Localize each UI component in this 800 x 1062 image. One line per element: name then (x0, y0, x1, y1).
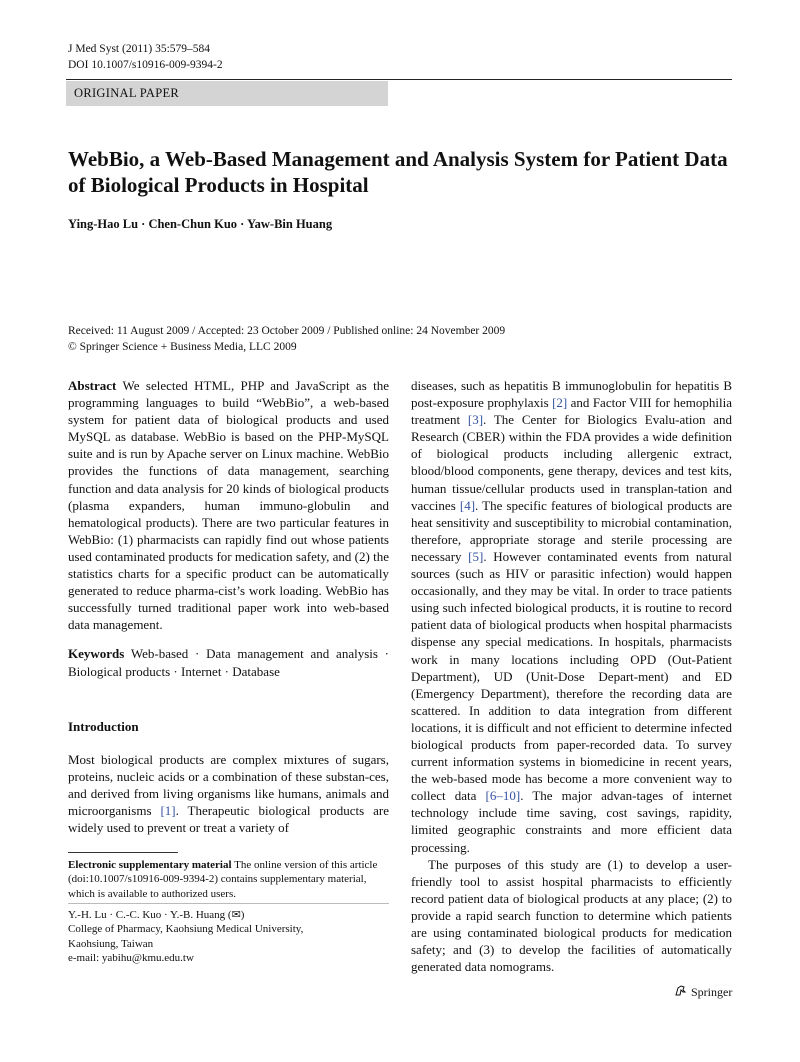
affiliation-names: Y.-H. Lu · C.-C. Kuo · Y.-B. Huang (✉) (68, 909, 245, 921)
supplementary-footnote (68, 858, 389, 901)
footnote-text: The online version of this article (doi:10.1007/s10916-009-9394-2) contains supplementary material, which is available to authorized users. (68, 859, 378, 900)
intro-paragraph-start (68, 751, 389, 836)
left-column (68, 377, 389, 836)
intro-text-g: . The major advan-tages of internet technology include time saving, cost savings, rapidity, limited geographic constraints and more efficient data processing. (411, 788, 732, 855)
article-type-label: ORIGINAL PAPER (74, 86, 180, 100)
journal-header (68, 41, 223, 73)
abstract (68, 377, 389, 633)
doi-line: DOI 10.1007/s10916-009-9394-2 (68, 59, 223, 71)
affiliation-email[interactable]: e-mail: yabihu@kmu.edu.tw (68, 952, 194, 965)
intro-text-c: and Factor VIII for hemophilia treatment (411, 395, 732, 428)
affiliation-line2: Kaohsiung, Taiwan (68, 937, 154, 950)
received-accepted-line: Received: 11 August 2009 / Accepted: 23 October 2009 / Published online: 24 November 2009 (68, 325, 506, 337)
springer-horse-icon (674, 984, 687, 1001)
affiliation-line1: College of Pharmacy, Kaohsiung Medical University, (68, 923, 304, 936)
intro-text-b-cont: diseases, such as hepatitis B immunoglobulin for hepatitis B post-exposure prophylaxis (411, 378, 732, 411)
abstract-text: We selected HTML, PHP and JavaScript as the programming languages to build “WebBio”, a web-based system for patient data of biological products and used MySQL as database. WebBio is based on the PHP-MySQL suite and is run by Apache server on Linux machine. WebBio provides the functions of data management, searching function and data analysis for 20 kinds of biological products (plasma expanders, human immuno-globulin and hematological products). There are two particular features in WebBio: (1) pharmacists can rapidly find out whose patients used contaminated products for medication safety, and (2) the statistics charts for a specific product can be automatically generated to reduce pharma-cist’s work loading. WebBio has successfully turned traditional paper work into web-based data management. (68, 378, 389, 633)
affiliation-block (68, 908, 303, 966)
citation-link[interactable]: [5] (468, 548, 484, 564)
intro-text-d: . The Center for Biologics Evalu-ation and Research (CBER) within the FDA provides a wide definition of biological products including allergenic extract, blood/blood components, gene therapy, devices and test kits, human tissue/cellular products used in transplan-tation and vaccines (411, 412, 732, 513)
footnote-label: Electronic supplementary material (68, 859, 232, 871)
abstract-label: Abstract (68, 378, 117, 393)
keywords-label: Keywords (68, 646, 125, 662)
journal-citation: J Med Syst (2011) 35:579–584 (68, 43, 211, 55)
paper-title: WebBio, a Web-Based Management and Analysis System for Patient Data of Biological Products in Hospital (68, 147, 728, 197)
intro-text-b: . Therapeutic biological products are widely used to prevent or treat a variety of (68, 802, 390, 836)
article-type-band (66, 81, 388, 106)
intro-paragraph-continued (411, 377, 732, 856)
intro-paragraph-2: The purposes of this study are (1) to develop a user-friendly tool to assist hospital pharmacists to efficiently record patient data of biological products at any place; (2) to provide a rapid search function to determine which patients are using contaminated biological products for medication safety; and (3) to develop the facilities of automatically generated data nomograms. (411, 856, 732, 975)
header-rule (66, 79, 732, 80)
publisher-logo (674, 984, 732, 1001)
citation-link[interactable]: [2] (552, 395, 568, 411)
affiliation-rule (68, 903, 389, 904)
intro-text-e: . The specific features of biological products are heat sensitivity and susceptibility to microbial contamination, therefore, appropriate storage and sterile processing are necessary (411, 497, 732, 564)
introduction-heading: Introduction (68, 718, 139, 734)
publisher-name: Springer (691, 985, 733, 999)
publication-dates (68, 323, 505, 355)
citation-link[interactable]: [1] (160, 802, 176, 818)
citation-link[interactable]: [4] (459, 497, 476, 513)
intro-text-a: Most biological products are complex mixtures of sugars, proteins, nucleic acids or a combination of these substan-ces, and derived from living organisms like humans, animals and microorganisms (68, 751, 389, 818)
copyright-line: © Springer Science + Business Media, LLC 2009 (68, 341, 297, 353)
intro-text-f: . However contaminated events from natural sources (such as HIV or parasitic infection) would happen occasionally, and they may be vital. In order to trace patients using such infected biological products, it is routine to record patient data of biological products when hospital pharmacists dispense any special medications. In hospitals, pharmacists work in many locations including OPD (Out-Patient Department), UD (Unit-Dose Depart-ment) and ED (Emergency Department), therefore the recording data are scattered. In addition to data integration from different locations, it is difficult and not efficient to determine infected biological products from paper-recorded data. To survey current information systems in biomedicine in recent years, the web-based mode has become a more convenient way to collect data (411, 548, 733, 804)
footnote-rule (68, 852, 178, 853)
keywords-text: Web-based · Data management and analysis · Biological products · Internet · Database (68, 646, 389, 679)
keywords (68, 645, 389, 679)
right-column (411, 377, 732, 975)
citation-link[interactable]: [3] (467, 412, 484, 428)
author-list: Ying-Hao Lu · Chen-Chun Kuo · Yaw-Bin Huang (68, 217, 333, 231)
citation-link[interactable]: [6–10] (485, 788, 521, 804)
